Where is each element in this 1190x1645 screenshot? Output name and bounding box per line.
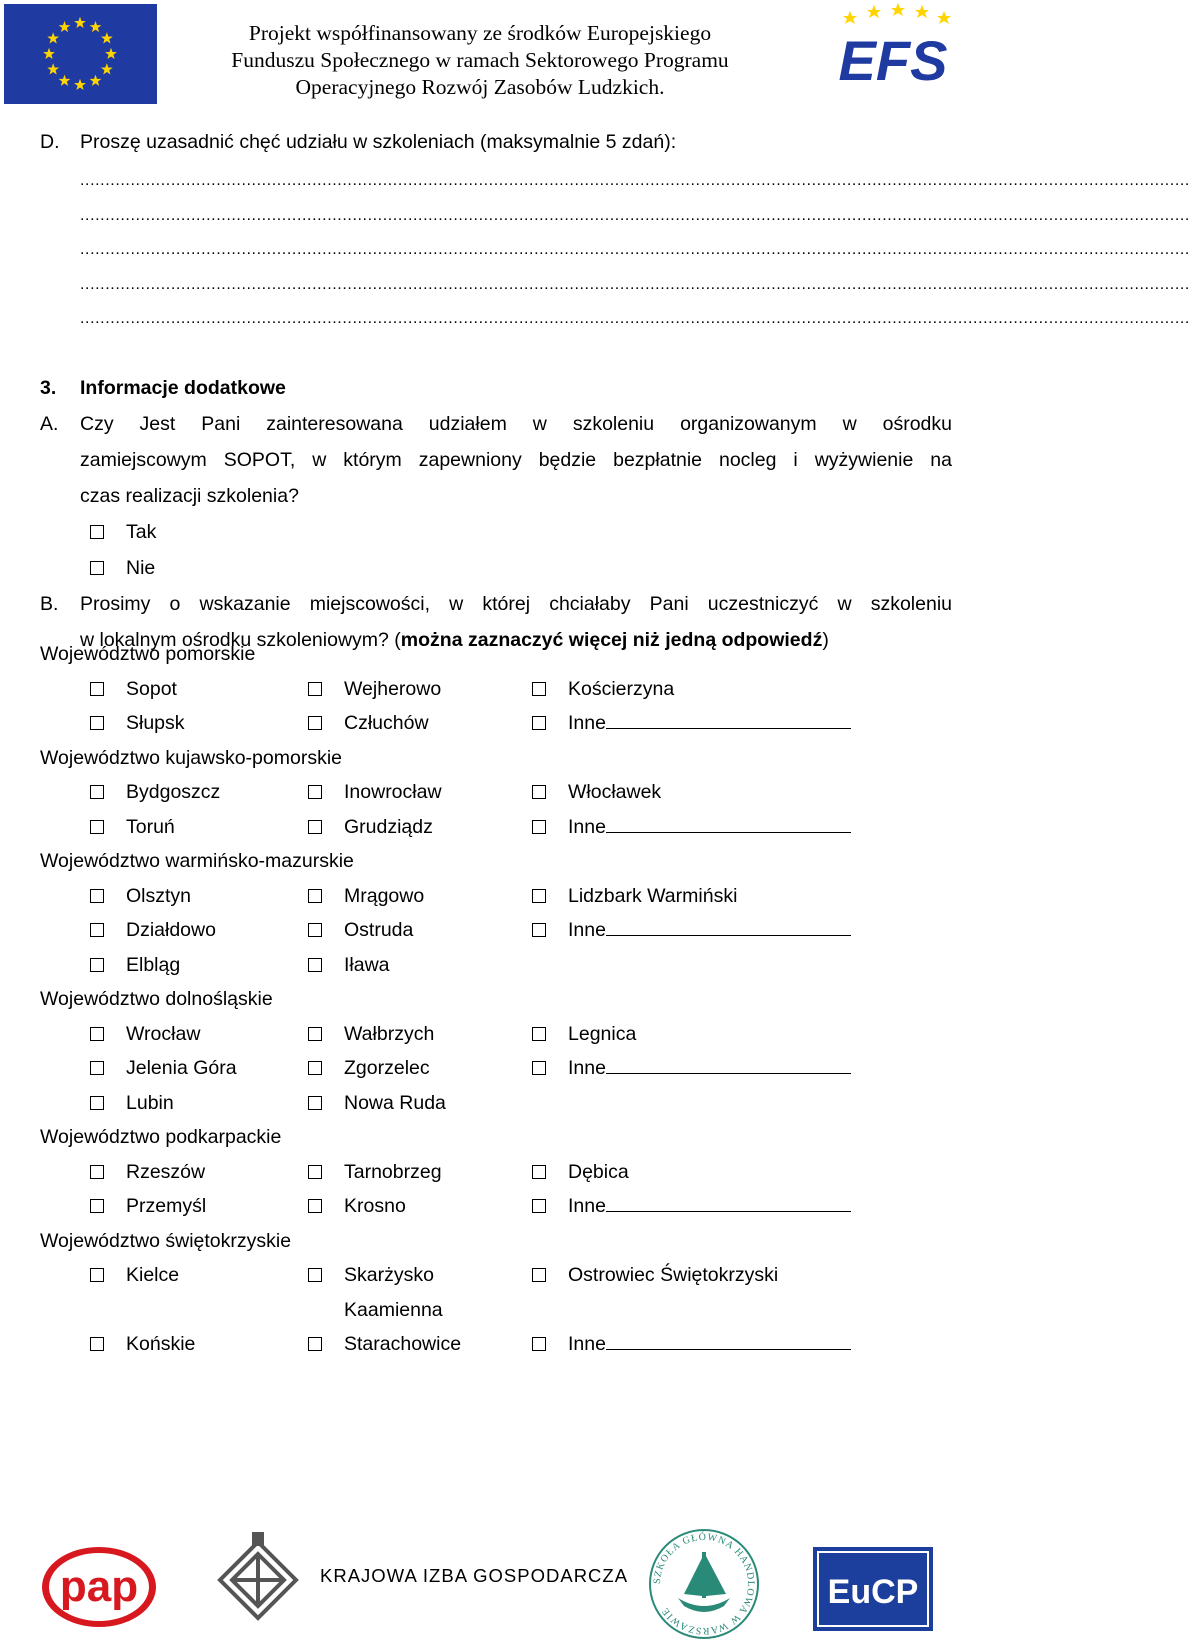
location-name: Słupsk — [126, 712, 185, 734]
section-d-text: Proszę uzasadnić chęć udziału w szkoleniach (maksymalnie 5 zdań): — [80, 131, 677, 153]
location-option[interactable] — [308, 774, 442, 810]
location-option[interactable] — [532, 671, 675, 707]
location-name: Krosno — [344, 1195, 406, 1217]
location-name: Elbląg — [126, 954, 181, 976]
checkbox-icon[interactable] — [308, 820, 322, 834]
dotted-answer-line[interactable]: ............................................................................................................................................................................................................................ — [80, 310, 1190, 327]
location-option[interactable] — [308, 809, 433, 845]
question-b-line-2-text: w lokalnym ośrodku szkoleniowym? — [80, 629, 389, 651]
location-option-label — [344, 1154, 442, 1190]
location-option-label — [126, 1085, 174, 1121]
location-option[interactable] — [308, 1085, 446, 1121]
checkbox-icon[interactable] — [308, 1337, 322, 1351]
location-name: Inowrocław — [344, 781, 442, 803]
checkbox-icon[interactable] — [90, 525, 104, 539]
location-option[interactable] — [90, 947, 181, 983]
location-name: Kościerzyna — [568, 678, 675, 700]
question-a-label: A. — [40, 413, 59, 435]
location-option[interactable] — [90, 1257, 180, 1293]
location-option[interactable] — [308, 1154, 442, 1190]
location-option-label — [126, 774, 220, 810]
other-fill-in-line[interactable] — [606, 934, 851, 936]
checkbox-icon[interactable] — [532, 820, 546, 834]
location-name: Inne — [568, 1057, 606, 1079]
location-option[interactable] — [308, 705, 429, 741]
checkbox-icon[interactable] — [532, 923, 546, 937]
location-option-label — [126, 878, 191, 914]
location-option-label — [126, 912, 216, 948]
location-option-label — [126, 1050, 237, 1086]
location-option[interactable] — [90, 671, 177, 707]
checkbox-icon[interactable] — [532, 785, 546, 799]
location-option[interactable] — [90, 809, 175, 845]
checkbox-icon[interactable] — [90, 785, 104, 799]
pap-logo — [40, 1545, 158, 1629]
checkbox-icon[interactable] — [532, 1061, 546, 1075]
eucp-logo-text: EuCP — [827, 1573, 919, 1611]
location-option-label — [568, 809, 851, 845]
location-option-label — [126, 671, 177, 707]
location-name: Końskie — [126, 1333, 196, 1355]
checkbox-icon[interactable] — [308, 682, 322, 696]
location-option-label — [126, 1188, 206, 1224]
location-option[interactable] — [90, 774, 221, 810]
checkbox-icon[interactable] — [308, 923, 322, 937]
location-option-label — [344, 1050, 430, 1086]
location-option-label — [344, 1016, 434, 1052]
sgh-logo-text: SZKOŁA GŁÓWNA HANDLOWA W WARSZAWIE — [651, 1531, 757, 1637]
checkbox-icon[interactable] — [90, 923, 104, 937]
location-name: Działdowo — [126, 919, 216, 941]
location-name: Lubin — [126, 1092, 174, 1114]
region-heading: Województwo kujawsko-pomorskie — [40, 747, 343, 769]
location-option[interactable] — [90, 1326, 196, 1362]
location-name: Skarżysko — [344, 1264, 434, 1286]
location-option[interactable] — [90, 878, 192, 914]
location-name: Legnica — [568, 1023, 637, 1045]
location-option[interactable] — [532, 774, 662, 810]
region-heading: Województwo świętokrzyskie — [40, 1230, 292, 1252]
location-option[interactable] — [532, 809, 606, 845]
location-name: Kielce — [126, 1264, 180, 1286]
location-option[interactable] — [308, 1188, 406, 1224]
checkbox-icon[interactable] — [308, 785, 322, 799]
location-name: Olsztyn — [126, 885, 192, 907]
location-name: Toruń — [126, 816, 175, 838]
location-option-label — [344, 671, 441, 707]
location-option[interactable] — [308, 1257, 434, 1293]
location-option[interactable] — [532, 1016, 637, 1052]
location-option-label — [568, 1050, 851, 1086]
checkbox-icon[interactable] — [90, 1061, 104, 1075]
dotted-answer-line[interactable]: ............................................................................................................................................................................................................................ — [80, 276, 1190, 293]
location-name: Ostrowiec Świętokrzyski — [568, 1264, 779, 1286]
checkbox-icon[interactable] — [90, 682, 104, 696]
location-option[interactable] — [532, 878, 738, 914]
location-option[interactable] — [308, 671, 442, 707]
dotted-answer-line[interactable]: ............................................................................................................................................................................................................................ — [80, 241, 1190, 258]
section-3-number: 3. — [40, 377, 57, 399]
eucp-logo — [812, 1546, 934, 1632]
location-option-label — [126, 809, 175, 845]
checkbox-icon[interactable] — [532, 1199, 546, 1213]
location-name: Włocławek — [568, 781, 662, 803]
location-option-label — [344, 774, 442, 810]
region-heading: Województwo warmińsko-mazurskie — [40, 850, 354, 872]
location-option-label — [568, 878, 737, 914]
location-name: Zgorzelec — [344, 1057, 430, 1079]
question-a-line-2: zamiejscowym SOPOT, w którym zapewniony będzie bezpłatnie nocleg i wyżywienie na — [80, 449, 952, 471]
checkbox-icon[interactable] — [308, 889, 322, 903]
kig-logo-text: KRAJOWA IZBA GOSPODARCZA — [320, 1565, 629, 1586]
location-name: Wejherowo — [344, 678, 442, 700]
checkbox-icon[interactable] — [90, 1165, 104, 1179]
location-option[interactable] — [90, 1050, 237, 1086]
location-option-label — [126, 1257, 179, 1293]
location-option[interactable] — [90, 1016, 201, 1052]
location-option-label — [344, 809, 433, 845]
checkbox-icon[interactable] — [308, 1096, 322, 1110]
location-name: Nowa Ruda — [344, 1092, 446, 1114]
section-d-label: D. — [40, 131, 60, 153]
location-name: Inne — [568, 1333, 606, 1355]
question-a-line-1: Czy Jest Pani zainteresowana udziałem w szkoleniu organizowanym w ośrodku — [80, 413, 952, 435]
location-option-label — [568, 1016, 636, 1052]
option-tak-label: Tak — [126, 521, 157, 543]
location-option[interactable] — [90, 912, 216, 948]
location-option-label — [568, 1326, 851, 1362]
checkbox-icon[interactable] — [532, 1165, 546, 1179]
location-name: Sopot — [126, 678, 177, 700]
dotted-answer-line[interactable]: ............................................................................................................................................................................................................................ — [80, 207, 1190, 224]
other-fill-in-line[interactable] — [606, 1348, 851, 1350]
location-option[interactable] — [308, 878, 425, 914]
header-line-3: Operacyjnego Rozwój Zasobów Ludzkich. — [295, 75, 665, 99]
checkbox-icon[interactable] — [532, 682, 546, 696]
question-b-note: można zaznaczyć więcej niż jedną odpowiedź — [400, 629, 823, 651]
header-line-2: Funduszu Społecznego w ramach Sektorowego Programu — [231, 48, 729, 72]
checkbox-icon[interactable] — [90, 716, 104, 730]
location-option-label — [126, 1016, 200, 1052]
other-fill-in-line[interactable] — [606, 1072, 851, 1074]
location-name: Inne — [568, 816, 606, 838]
location-option[interactable] — [308, 947, 390, 983]
region-heading: Województwo dolnośląskie — [40, 988, 273, 1010]
checkbox-icon[interactable] — [308, 1199, 322, 1213]
location-option-label — [568, 671, 674, 707]
location-name: Mrągowo — [344, 885, 425, 907]
checkbox-icon[interactable] — [90, 1096, 104, 1110]
checkbox-icon[interactable] — [90, 820, 104, 834]
location-name: Inne — [568, 712, 606, 734]
other-fill-in-line[interactable] — [606, 831, 851, 833]
eu-flag-logo — [4, 4, 157, 104]
checkbox-icon[interactable] — [90, 1027, 104, 1041]
checkbox-icon[interactable] — [90, 889, 104, 903]
location-option-label — [126, 947, 180, 983]
question-b-paren-open: ( — [394, 629, 401, 651]
location-name: Grudziądz — [344, 816, 433, 838]
efs-logo — [830, 2, 956, 92]
checkbox-icon[interactable] — [308, 1027, 322, 1041]
checkbox-icon[interactable] — [532, 1337, 546, 1351]
checkbox-icon[interactable] — [90, 1268, 104, 1282]
other-fill-in-line[interactable] — [606, 1210, 851, 1212]
location-name: Jelenia Góra — [126, 1057, 237, 1079]
location-option-label — [568, 1188, 851, 1224]
location-option-label — [126, 1326, 195, 1362]
location-option-label — [344, 912, 413, 948]
option-nie-label: Nie — [126, 557, 156, 579]
location-option-label — [568, 705, 851, 741]
location-option-label — [344, 1188, 406, 1224]
region-heading: Województwo pomorskie — [40, 643, 256, 665]
checkbox-icon[interactable] — [532, 1027, 546, 1041]
pap-logo-text: pap — [59, 1562, 139, 1611]
region-heading: Województwo podkarpackie — [40, 1126, 282, 1148]
location-option-label — [344, 947, 390, 983]
question-b-paren-close: ) — [822, 629, 829, 651]
location-option[interactable] — [308, 1016, 435, 1052]
location-name: Człuchów — [344, 712, 429, 734]
location-name: Lidzbark Warmiński — [568, 885, 738, 907]
location-option[interactable] — [308, 1326, 462, 1362]
header-line-1: Projekt współfinansowany ze środków Europejskiego — [248, 21, 712, 45]
location-name: Tarnobrzeg — [344, 1161, 442, 1183]
checkbox-icon[interactable] — [90, 1199, 104, 1213]
option-nie[interactable] — [90, 550, 156, 586]
question-b-line-1: Prosimy o wskazanie miejscowości, w której chciałaby Pani uczestniczyć w szkoleniu — [80, 593, 952, 615]
location-option[interactable] — [308, 1050, 430, 1086]
dotted-answer-line[interactable]: ............................................................................................................................................................................................................................ — [80, 172, 1190, 189]
location-option-label — [568, 774, 661, 810]
location-option[interactable] — [90, 1188, 207, 1224]
location-option[interactable] — [532, 1188, 606, 1224]
checkbox-icon[interactable] — [308, 1165, 322, 1179]
question-b-label: B. — [40, 593, 59, 615]
checkbox-icon[interactable] — [532, 716, 546, 730]
location-option-label — [344, 705, 429, 741]
checkbox-icon[interactable] — [308, 1061, 322, 1075]
location-option-label — [344, 1326, 461, 1362]
location-name: Starachowice — [344, 1333, 462, 1355]
location-name: Inne — [568, 1195, 606, 1217]
option-tak[interactable] — [90, 514, 157, 550]
checkbox-icon[interactable] — [532, 1268, 546, 1282]
location-name: Przemyśl — [126, 1195, 207, 1217]
location-option-label — [568, 1257, 778, 1293]
location-name: Ostruda — [344, 919, 414, 941]
question-a-line-3: czas realizacji szkolenia? — [80, 485, 299, 507]
location-name: Iława — [344, 954, 390, 976]
location-option[interactable] — [308, 912, 414, 948]
location-option[interactable] — [90, 1085, 174, 1121]
location-option[interactable] — [532, 1257, 779, 1293]
location-name: Inne — [568, 919, 606, 941]
checkbox-icon[interactable] — [308, 958, 322, 972]
location-name: Wałbrzych — [344, 1023, 435, 1045]
location-option-label — [344, 1085, 446, 1121]
location-option[interactable] — [532, 1326, 606, 1362]
location-option-label — [126, 705, 185, 741]
location-option-label — [344, 878, 424, 914]
sgh-logo — [648, 1528, 760, 1640]
checkbox-icon[interactable] — [90, 958, 104, 972]
checkbox-icon[interactable] — [532, 889, 546, 903]
location-name: Dębica — [568, 1161, 629, 1183]
location-name: Kaamienna — [344, 1299, 443, 1321]
location-name: Bydgoszcz — [126, 781, 221, 803]
location-option-label — [344, 1292, 443, 1328]
location-option[interactable] — [532, 1154, 629, 1190]
section-3-title: Informacje dodatkowe — [80, 377, 286, 399]
efs-logo-text: EFS — [838, 29, 948, 92]
location-name: Wrocław — [126, 1023, 201, 1045]
location-option[interactable] — [532, 705, 606, 741]
location-option[interactable] — [90, 705, 185, 741]
location-option-label — [568, 912, 851, 948]
checkbox-icon[interactable] — [90, 561, 104, 575]
location-option-label — [568, 1154, 629, 1190]
header-title — [180, 20, 780, 101]
other-fill-in-line[interactable] — [606, 727, 851, 729]
location-option[interactable] — [532, 912, 606, 948]
checkbox-icon[interactable] — [308, 716, 322, 730]
location-option-label — [344, 1257, 434, 1293]
checkbox-icon[interactable] — [90, 1337, 104, 1351]
location-name: Rzeszów — [126, 1161, 206, 1183]
location-option[interactable] — [532, 1050, 606, 1086]
checkbox-icon[interactable] — [308, 1268, 322, 1282]
location-option-label — [126, 1154, 205, 1190]
location-option[interactable] — [90, 1154, 206, 1190]
